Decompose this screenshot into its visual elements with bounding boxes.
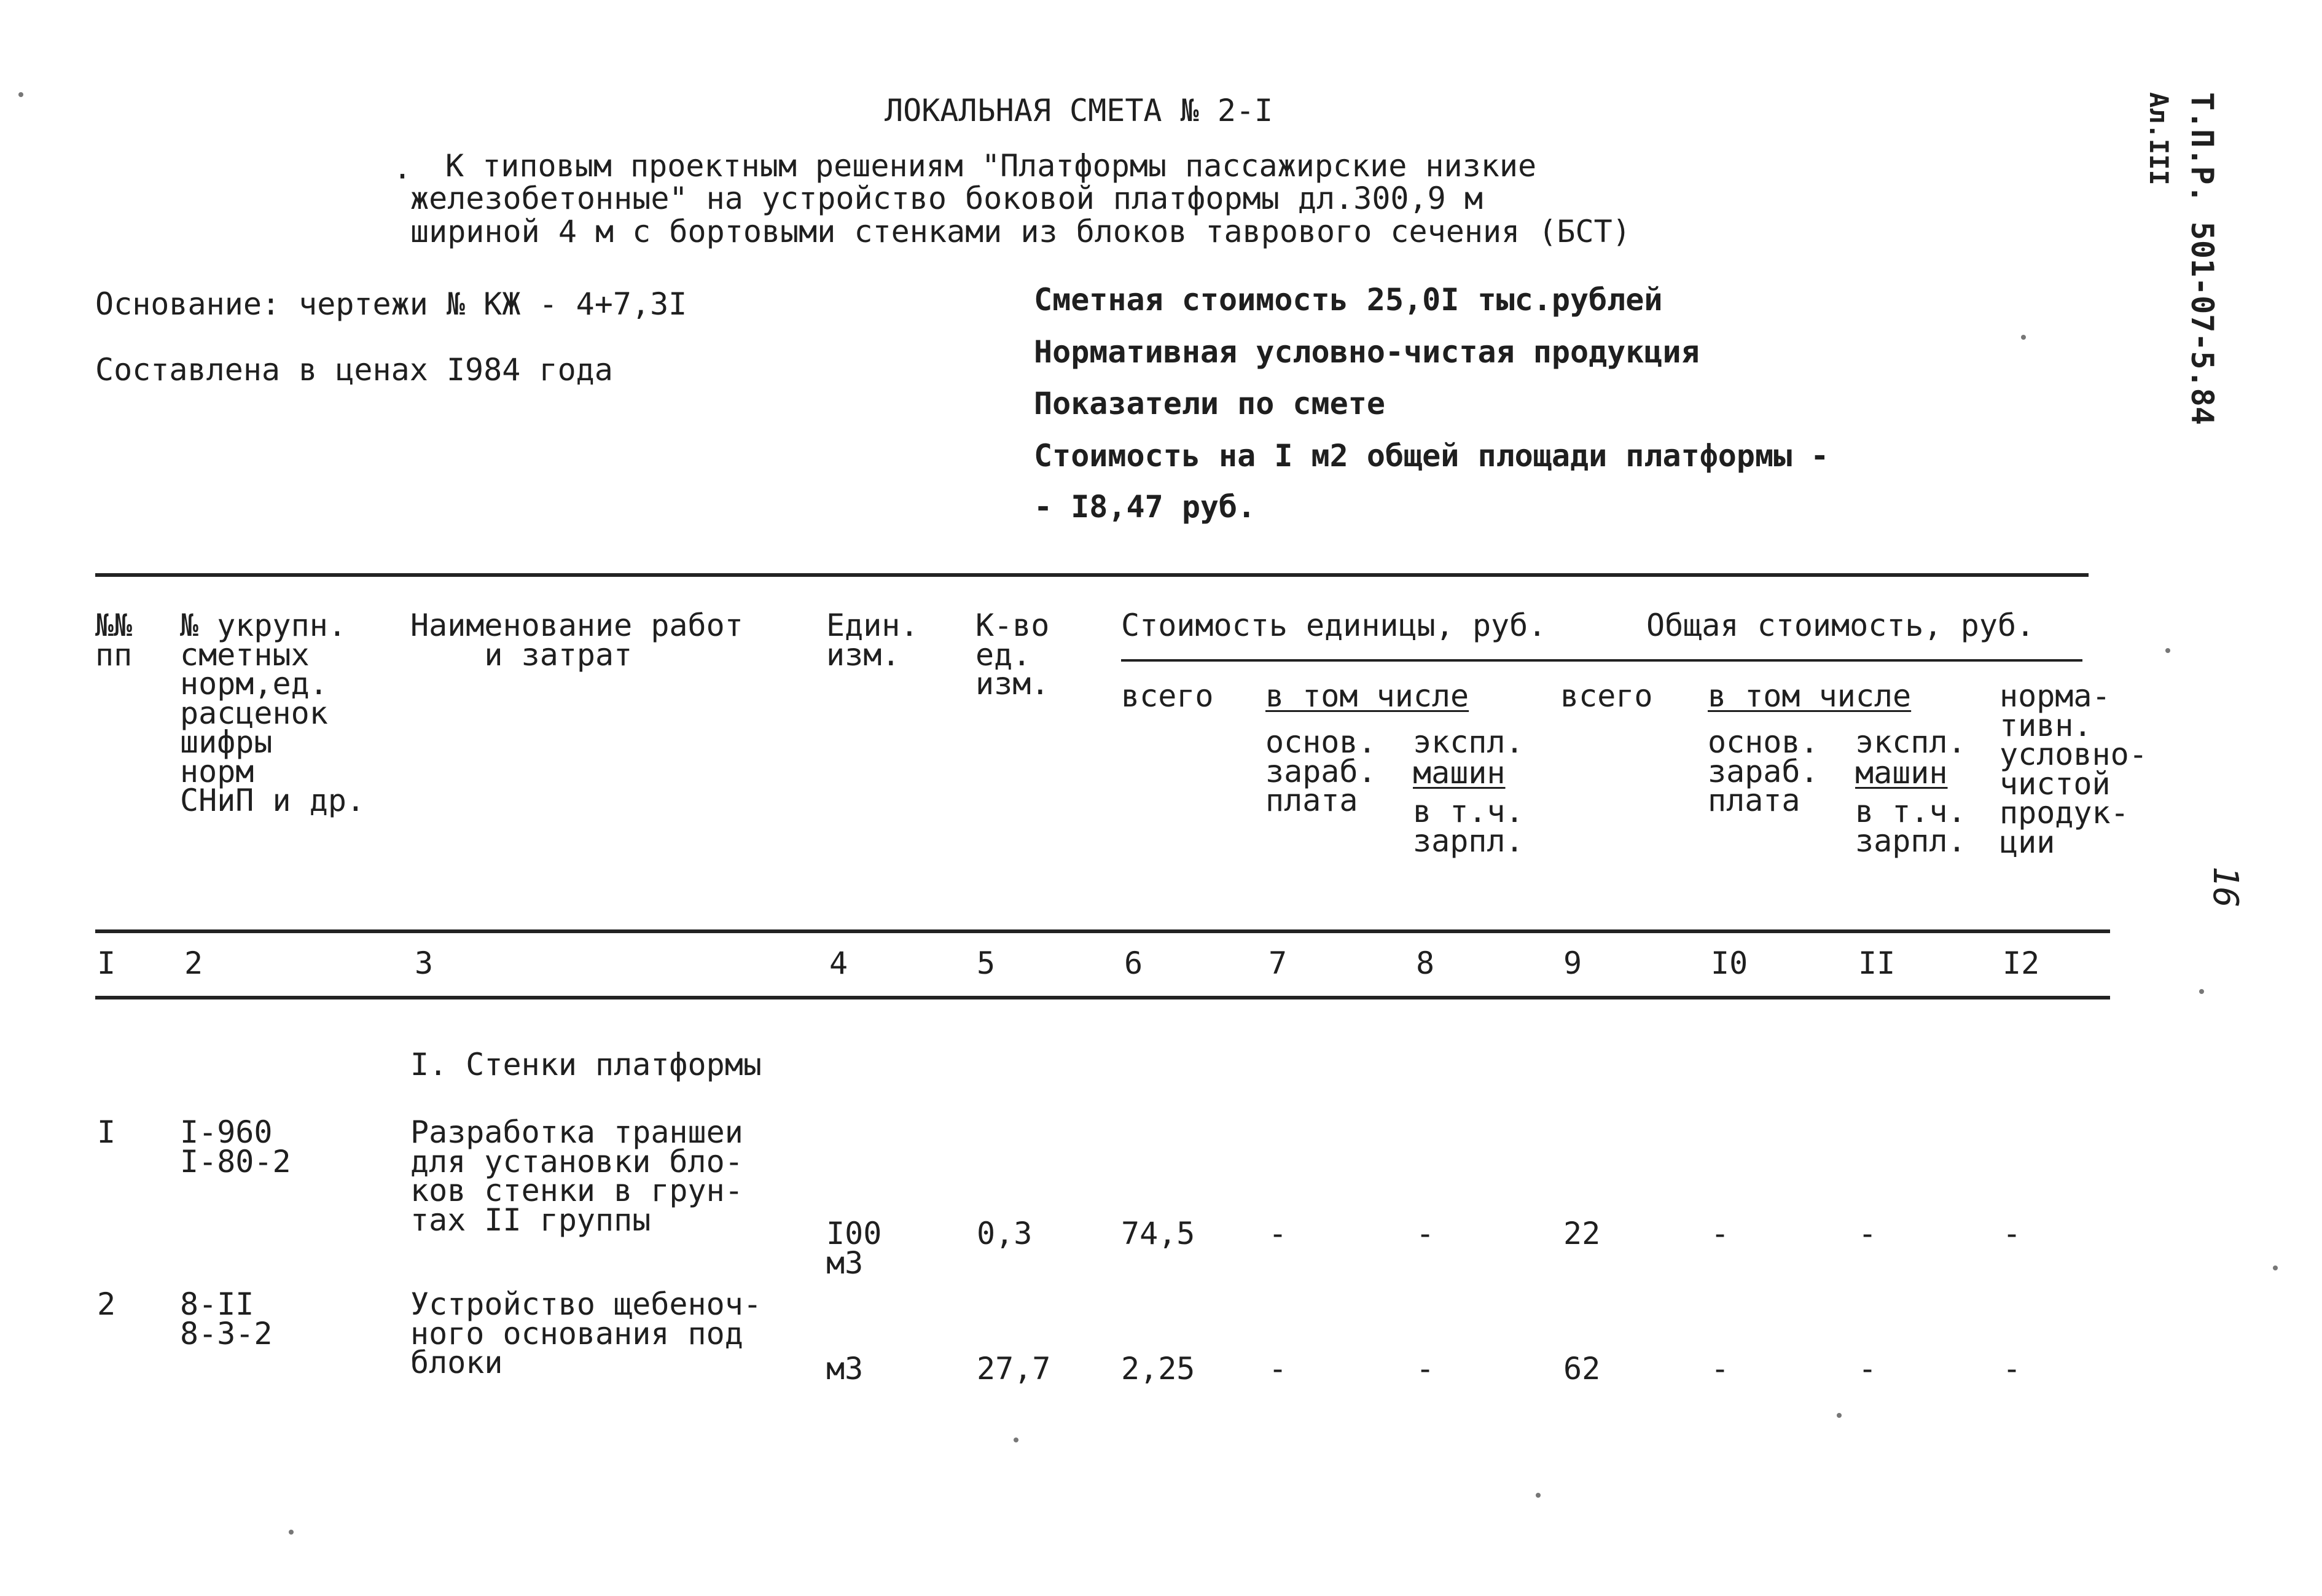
scan-speck — [2199, 989, 2204, 994]
scan-speck — [1837, 1413, 1842, 1418]
colnum-4: 4 — [829, 945, 848, 981]
scan-speck — [2021, 335, 2026, 340]
row-1-num: I — [97, 1114, 116, 1150]
column-numbers-rule — [95, 996, 2110, 999]
colnum-10: I0 — [1711, 945, 1748, 981]
subtitle-line-2: железобетонные" на устройство боковой платформы дл.300,9 м — [410, 181, 1483, 216]
header-col-11-bottom: в т.ч. зарпл. — [1855, 794, 1966, 859]
scan-speck — [289, 1530, 294, 1535]
row-2-num: 2 — [97, 1286, 116, 1322]
header-col-3: Наименование работ и затрат — [410, 608, 743, 673]
estimate-cost: Сметная стоимость 25,0I тыс.рублей — [1034, 282, 1663, 318]
header-col-10: основ. зараб. плата — [1708, 724, 1819, 818]
bullet-mark: · — [393, 158, 412, 194]
colnum-5: 5 — [977, 945, 996, 981]
colnum-6: 6 — [1124, 945, 1143, 981]
row-2-code: 8-II 8-3-2 — [180, 1286, 273, 1352]
row-2-unit-wage: - — [1268, 1351, 1288, 1387]
header-col-9: всего — [1560, 678, 1653, 714]
header-col-11-mid: машин — [1855, 755, 1948, 791]
header-col-6: всего — [1121, 678, 1214, 714]
header-col-1: №№ пп — [95, 608, 133, 673]
scan-speck — [1014, 1438, 1018, 1442]
colnum-1: I — [97, 945, 116, 981]
row-2-total-wage: - — [1711, 1351, 1730, 1387]
colnum-3: 3 — [415, 945, 434, 981]
subtitle-line-1: К типовым проектным решениям "Платформы пассажирские низкие — [445, 148, 1537, 184]
row-1-normative: - — [2003, 1216, 2022, 1251]
row-2-normative: - — [2003, 1351, 2022, 1387]
header-col-5: К-во ед. изм. — [975, 608, 1050, 702]
row-1-unit: I00 м3 — [826, 1216, 882, 1281]
scan-speck — [2165, 648, 2170, 653]
header-col-2: № укрупн. сметных норм,ед. расценок шифры норм СНиП и др. — [180, 608, 366, 818]
header-col-8-mid: машин — [1413, 755, 1506, 791]
group-header-rule — [1121, 659, 2082, 662]
header-col-11-top: экспл. — [1855, 724, 1966, 760]
row-1-total-machines: - — [1858, 1216, 1877, 1251]
colnum-8: 8 — [1416, 945, 1435, 981]
side-code-line-1: Т.П.Р. 501-07-5.84 — [2184, 92, 2220, 425]
colnum-12: I2 — [2003, 945, 2040, 981]
scan-speck — [18, 92, 23, 97]
row-1-total: 22 — [1563, 1216, 1601, 1251]
scan-speck — [2273, 1265, 2278, 1270]
table-top-rule — [95, 573, 2089, 577]
header-incl-unit: в том числе — [1265, 678, 1469, 714]
header-col-12: норма- тивн. условно- чистой продук- ции — [2000, 678, 2148, 860]
row-2-qty: 27,7 — [977, 1351, 1051, 1387]
row-2-unit: м3 — [826, 1351, 864, 1387]
normative-product: Нормативная условно-чистая продукция — [1034, 334, 1700, 370]
header-col-4: Един. изм. — [826, 608, 919, 673]
colnum-2: 2 — [184, 945, 203, 981]
header-unit-cost-group: Стоимость единицы, руб. — [1121, 608, 1547, 643]
header-bottom-rule — [95, 929, 2110, 933]
basis-line: Основание: чертежи № КЖ - 4+7,3I — [95, 286, 687, 322]
scan-speck — [1536, 1493, 1541, 1498]
colnum-11: II — [1858, 945, 1896, 981]
row-2-total-machines: - — [1858, 1351, 1877, 1387]
header-col-8-bottom: в т.ч. зарпл. — [1413, 794, 1524, 859]
row-2-unit-machines: - — [1416, 1351, 1435, 1387]
side-code-line-2: Ал.III — [2144, 92, 2174, 186]
row-1-qty: 0,3 — [977, 1216, 1033, 1251]
colnum-9: 9 — [1563, 945, 1582, 981]
row-2-unit-total: 2,25 — [1121, 1351, 1195, 1387]
subtitle-line-3: шириной 4 м с бортовыми стенками из блоков таврового сечения (БСТ) — [410, 214, 1631, 249]
header-col-7: основ. зараб. плата — [1265, 724, 1377, 818]
row-1-total-wage: - — [1711, 1216, 1730, 1251]
cost-per-m2-line-2: - I8,47 руб. — [1034, 489, 1256, 525]
page-number: 16 — [2205, 866, 2245, 908]
row-2-total: 62 — [1563, 1351, 1601, 1387]
header-total-cost-group: Общая стоимость, руб. — [1646, 608, 2035, 643]
prices-line: Составлена в ценах I984 года — [95, 352, 613, 388]
header-col-8-top: экспл. — [1413, 724, 1524, 760]
indicators-heading: Показатели по смете — [1034, 386, 1385, 421]
row-1-unit-wage: - — [1268, 1216, 1288, 1251]
section-title: I. Стенки платформы — [410, 1047, 762, 1082]
row-1-unit-total: 74,5 — [1121, 1216, 1195, 1251]
row-1-code: I-960 I-80-2 — [180, 1114, 291, 1179]
document-title: ЛОКАЛЬНАЯ СМЕТА № 2-I — [885, 93, 1273, 128]
row-1-name: Разработка траншеи для установки бло- ков стенки в грун- тах II группы — [410, 1114, 743, 1238]
row-2-name: Устройство щебеноч- ного основания под блоки — [410, 1286, 762, 1380]
colnum-7: 7 — [1268, 945, 1288, 981]
cost-per-m2-line-1: Стоимость на I м2 общей площади платформы - — [1034, 438, 1829, 474]
row-1-unit-machines: - — [1416, 1216, 1435, 1251]
header-incl-total: в том числе — [1708, 678, 1912, 714]
